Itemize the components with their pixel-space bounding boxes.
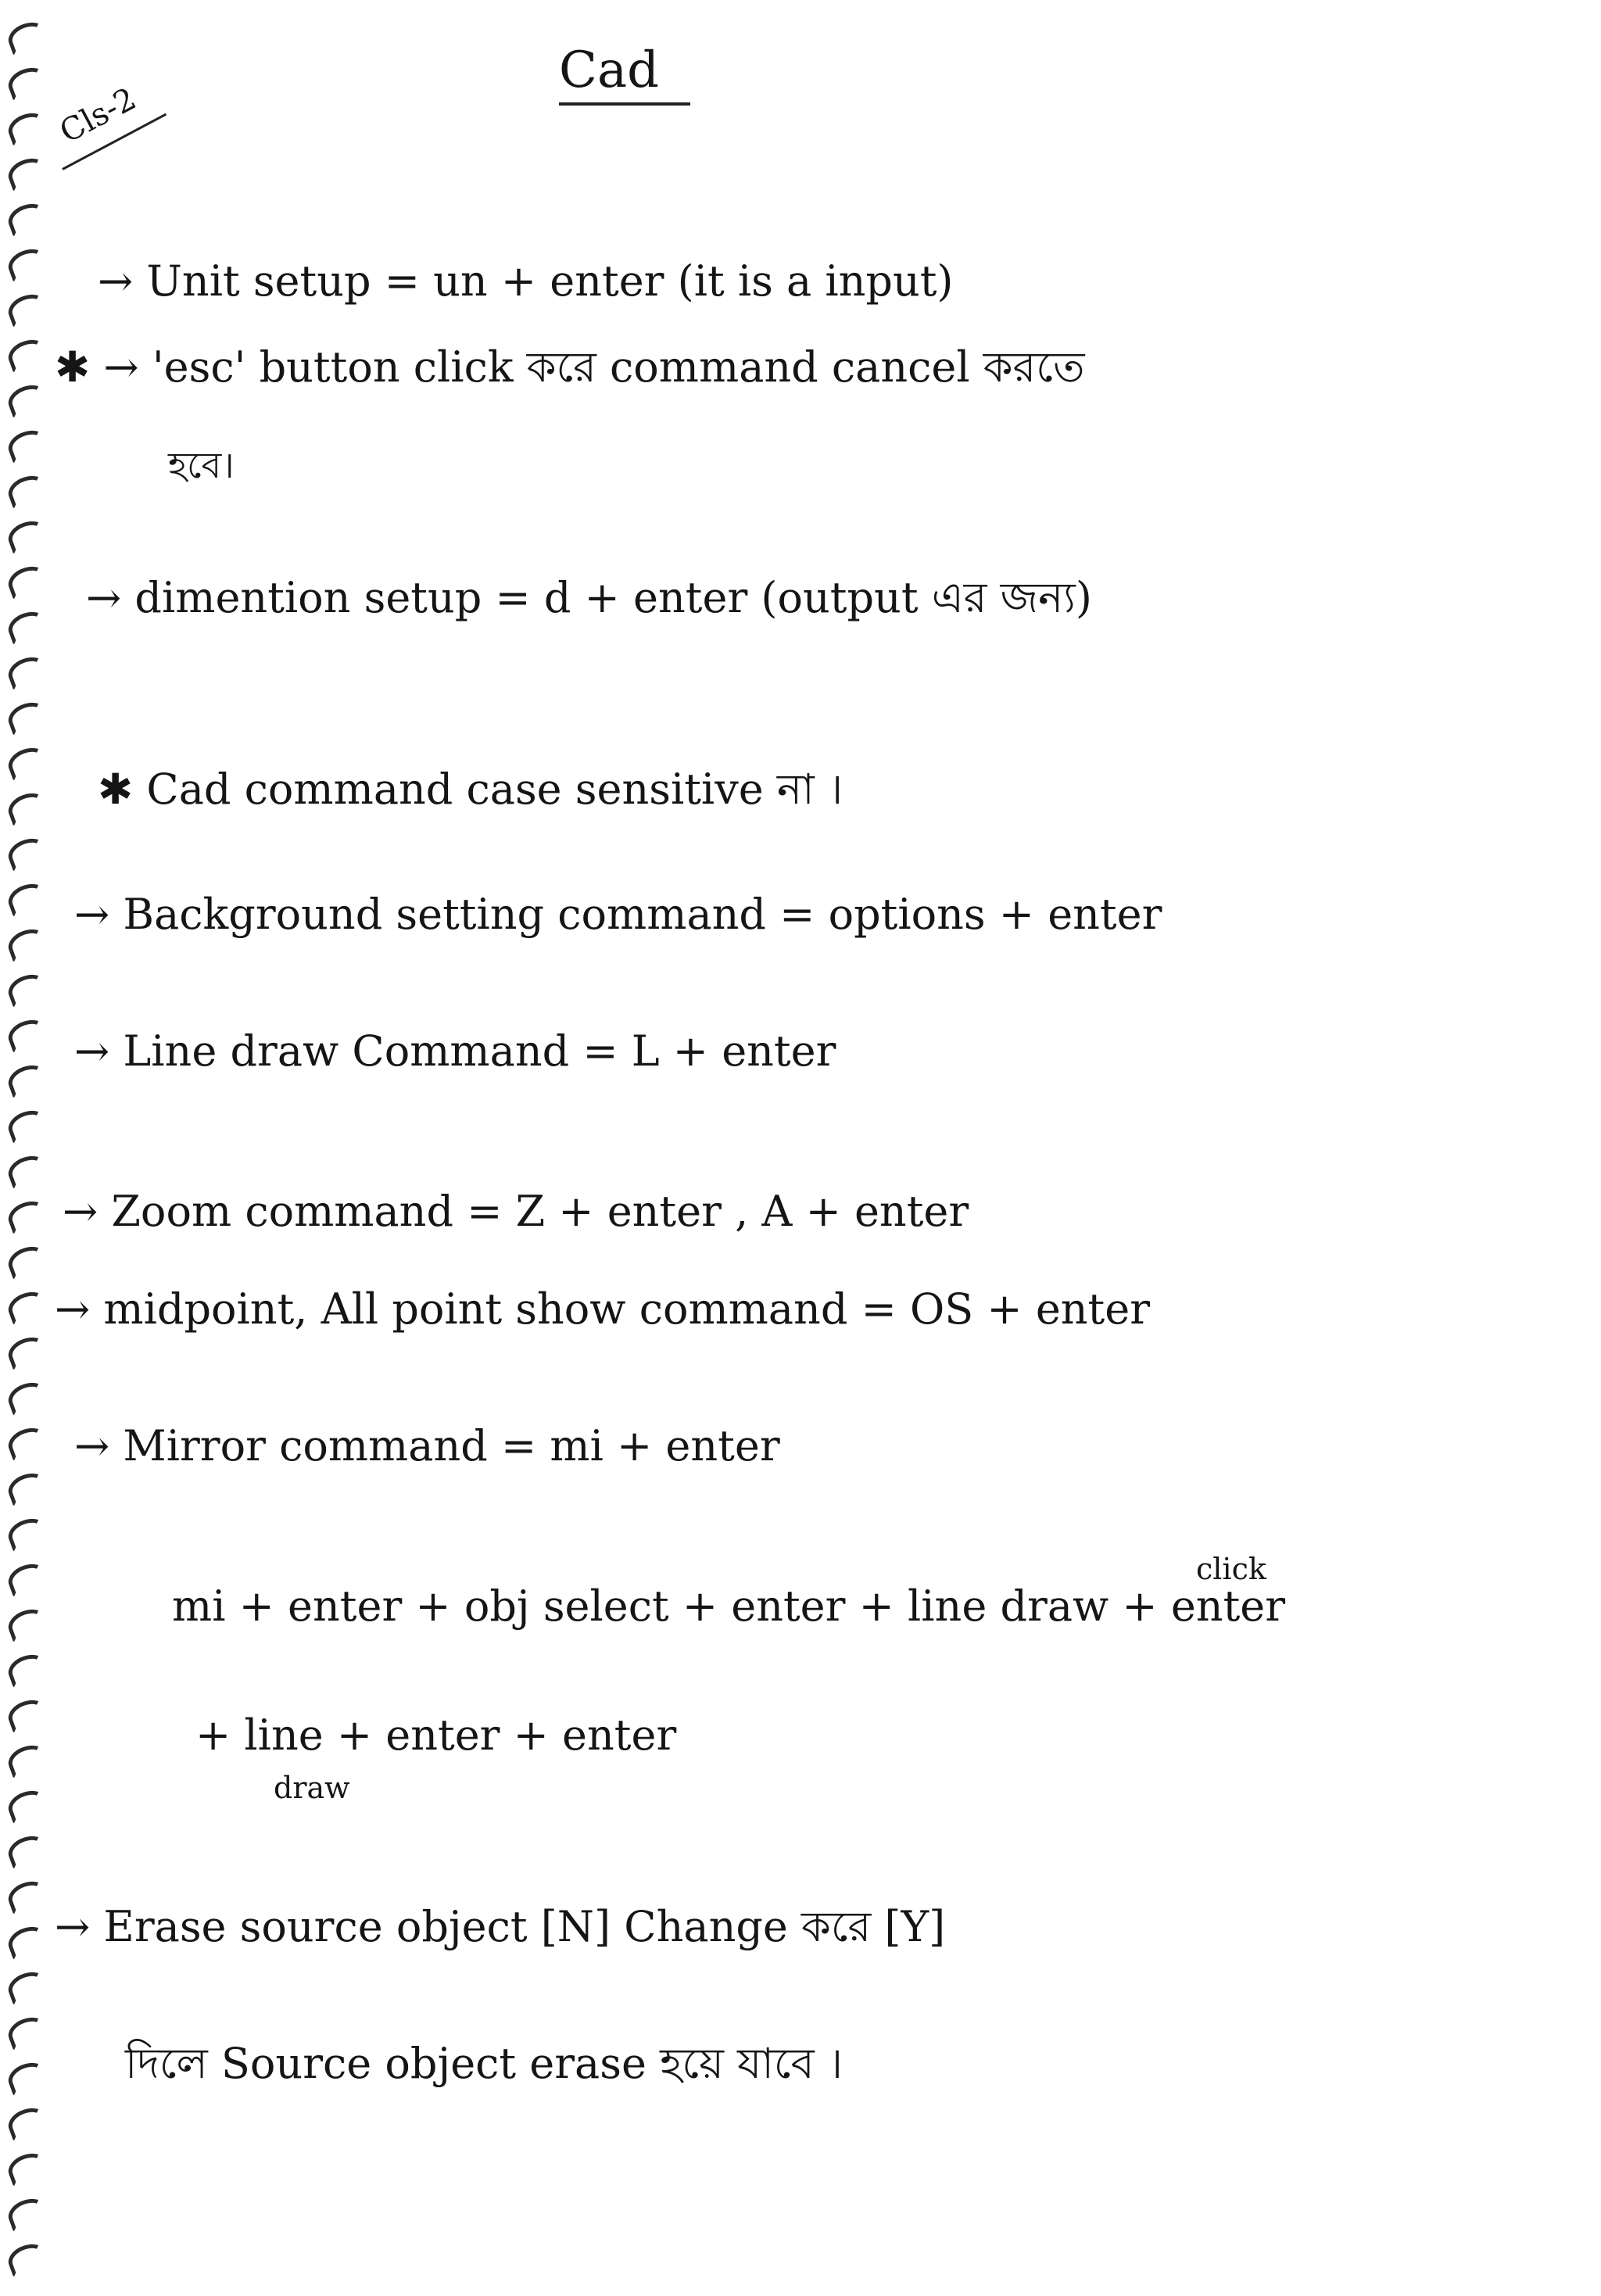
note-esc-cancel-cont: হবে। [168,444,235,486]
spiral-ring [5,1831,51,1869]
spiral-ring [5,2148,51,2187]
page-title: Cad [559,43,690,106]
spiral-ring [5,63,51,101]
spiral-ring [5,108,51,146]
spiral-ring [5,1241,51,1280]
spiral-ring [5,1105,51,1144]
spiral-ring [5,1967,51,2005]
spiral-ring [5,1332,51,1370]
spiral-ring [5,652,51,690]
note-background-setting: → Background setting command = options + enter [74,890,1162,939]
spiral-ring [5,1740,51,1778]
note-esc-cancel: ✱ → 'esc' button click করে command cancel করতে [55,342,1085,392]
note-mirror: → Mirror command = mi + enter [74,1421,780,1470]
spiral-ring [5,425,51,464]
class-label: Cls-2 [54,81,142,151]
spiral-ring [5,561,51,600]
spiral-ring [5,697,51,736]
note-mirror-steps: mi + enter + obj select + enter + line draw + enter [172,1581,1286,1631]
spiral-ring [5,1468,51,1506]
spiral-ring [5,1287,51,1325]
spiral-ring [5,2239,51,2277]
spiral-ring [5,1695,51,1733]
spiral-ring [5,743,51,781]
annotation-click: click [1196,1552,1266,1586]
spiral-ring [5,788,51,826]
note-dimension-setup: → dimention setup = d + enter (output এর জন্য) [86,573,1092,622]
spiral-ring [5,1015,51,1053]
spiral-ring [5,153,51,192]
spiral-ring [5,1423,51,1461]
spiral-ring [5,879,51,917]
spiral-ring [5,1060,51,1098]
spiral-ring [5,471,51,509]
spiral-binding [0,0,55,2296]
note-mirror-steps-cont: + line + enter + enter [195,1710,677,1760]
spiral-ring [5,1604,51,1642]
spiral-ring [5,1786,51,1824]
note-midpoint: → midpoint, All point show command = OS + enter [55,1284,1151,1334]
spiral-ring [5,2103,51,2141]
note-case-sensitive: ✱ Cad command case sensitive না । [98,765,843,814]
spiral-ring [5,833,51,872]
note-erase-source: → Erase source object [N] Change করে [Y] [55,1902,946,1951]
spiral-ring [5,2058,51,2096]
spiral-ring [5,516,51,554]
spiral-ring [5,1876,51,1915]
spiral-ring [5,1922,51,1960]
spiral-ring [5,1377,51,1416]
note-unit-setup: → Unit setup = un + enter (it is a input) [98,256,954,306]
note-line-draw: → Line draw Command = L + enter [74,1026,836,1076]
annotation-draw: draw [274,1771,350,1805]
spiral-ring [5,2194,51,2232]
spiral-ring [5,1649,51,1688]
spiral-ring [5,1559,51,1597]
spiral-ring [5,607,51,645]
spiral-ring [5,380,51,418]
note-zoom: → Zoom command = Z + enter , A + enter [63,1187,969,1236]
spiral-ring [5,924,51,962]
spiral-ring [5,969,51,1008]
spiral-ring [5,1151,51,1189]
spiral-ring [5,199,51,237]
spiral-ring [5,1196,51,1234]
note-erase-source-cont: দিলে Source object erase হয়ে যাবে । [125,2039,843,2088]
spiral-ring [5,1513,51,1552]
spiral-ring [5,289,51,328]
spiral-ring [5,244,51,282]
spiral-ring [5,17,51,56]
spiral-ring [5,2012,51,2051]
spiral-ring [5,335,51,373]
